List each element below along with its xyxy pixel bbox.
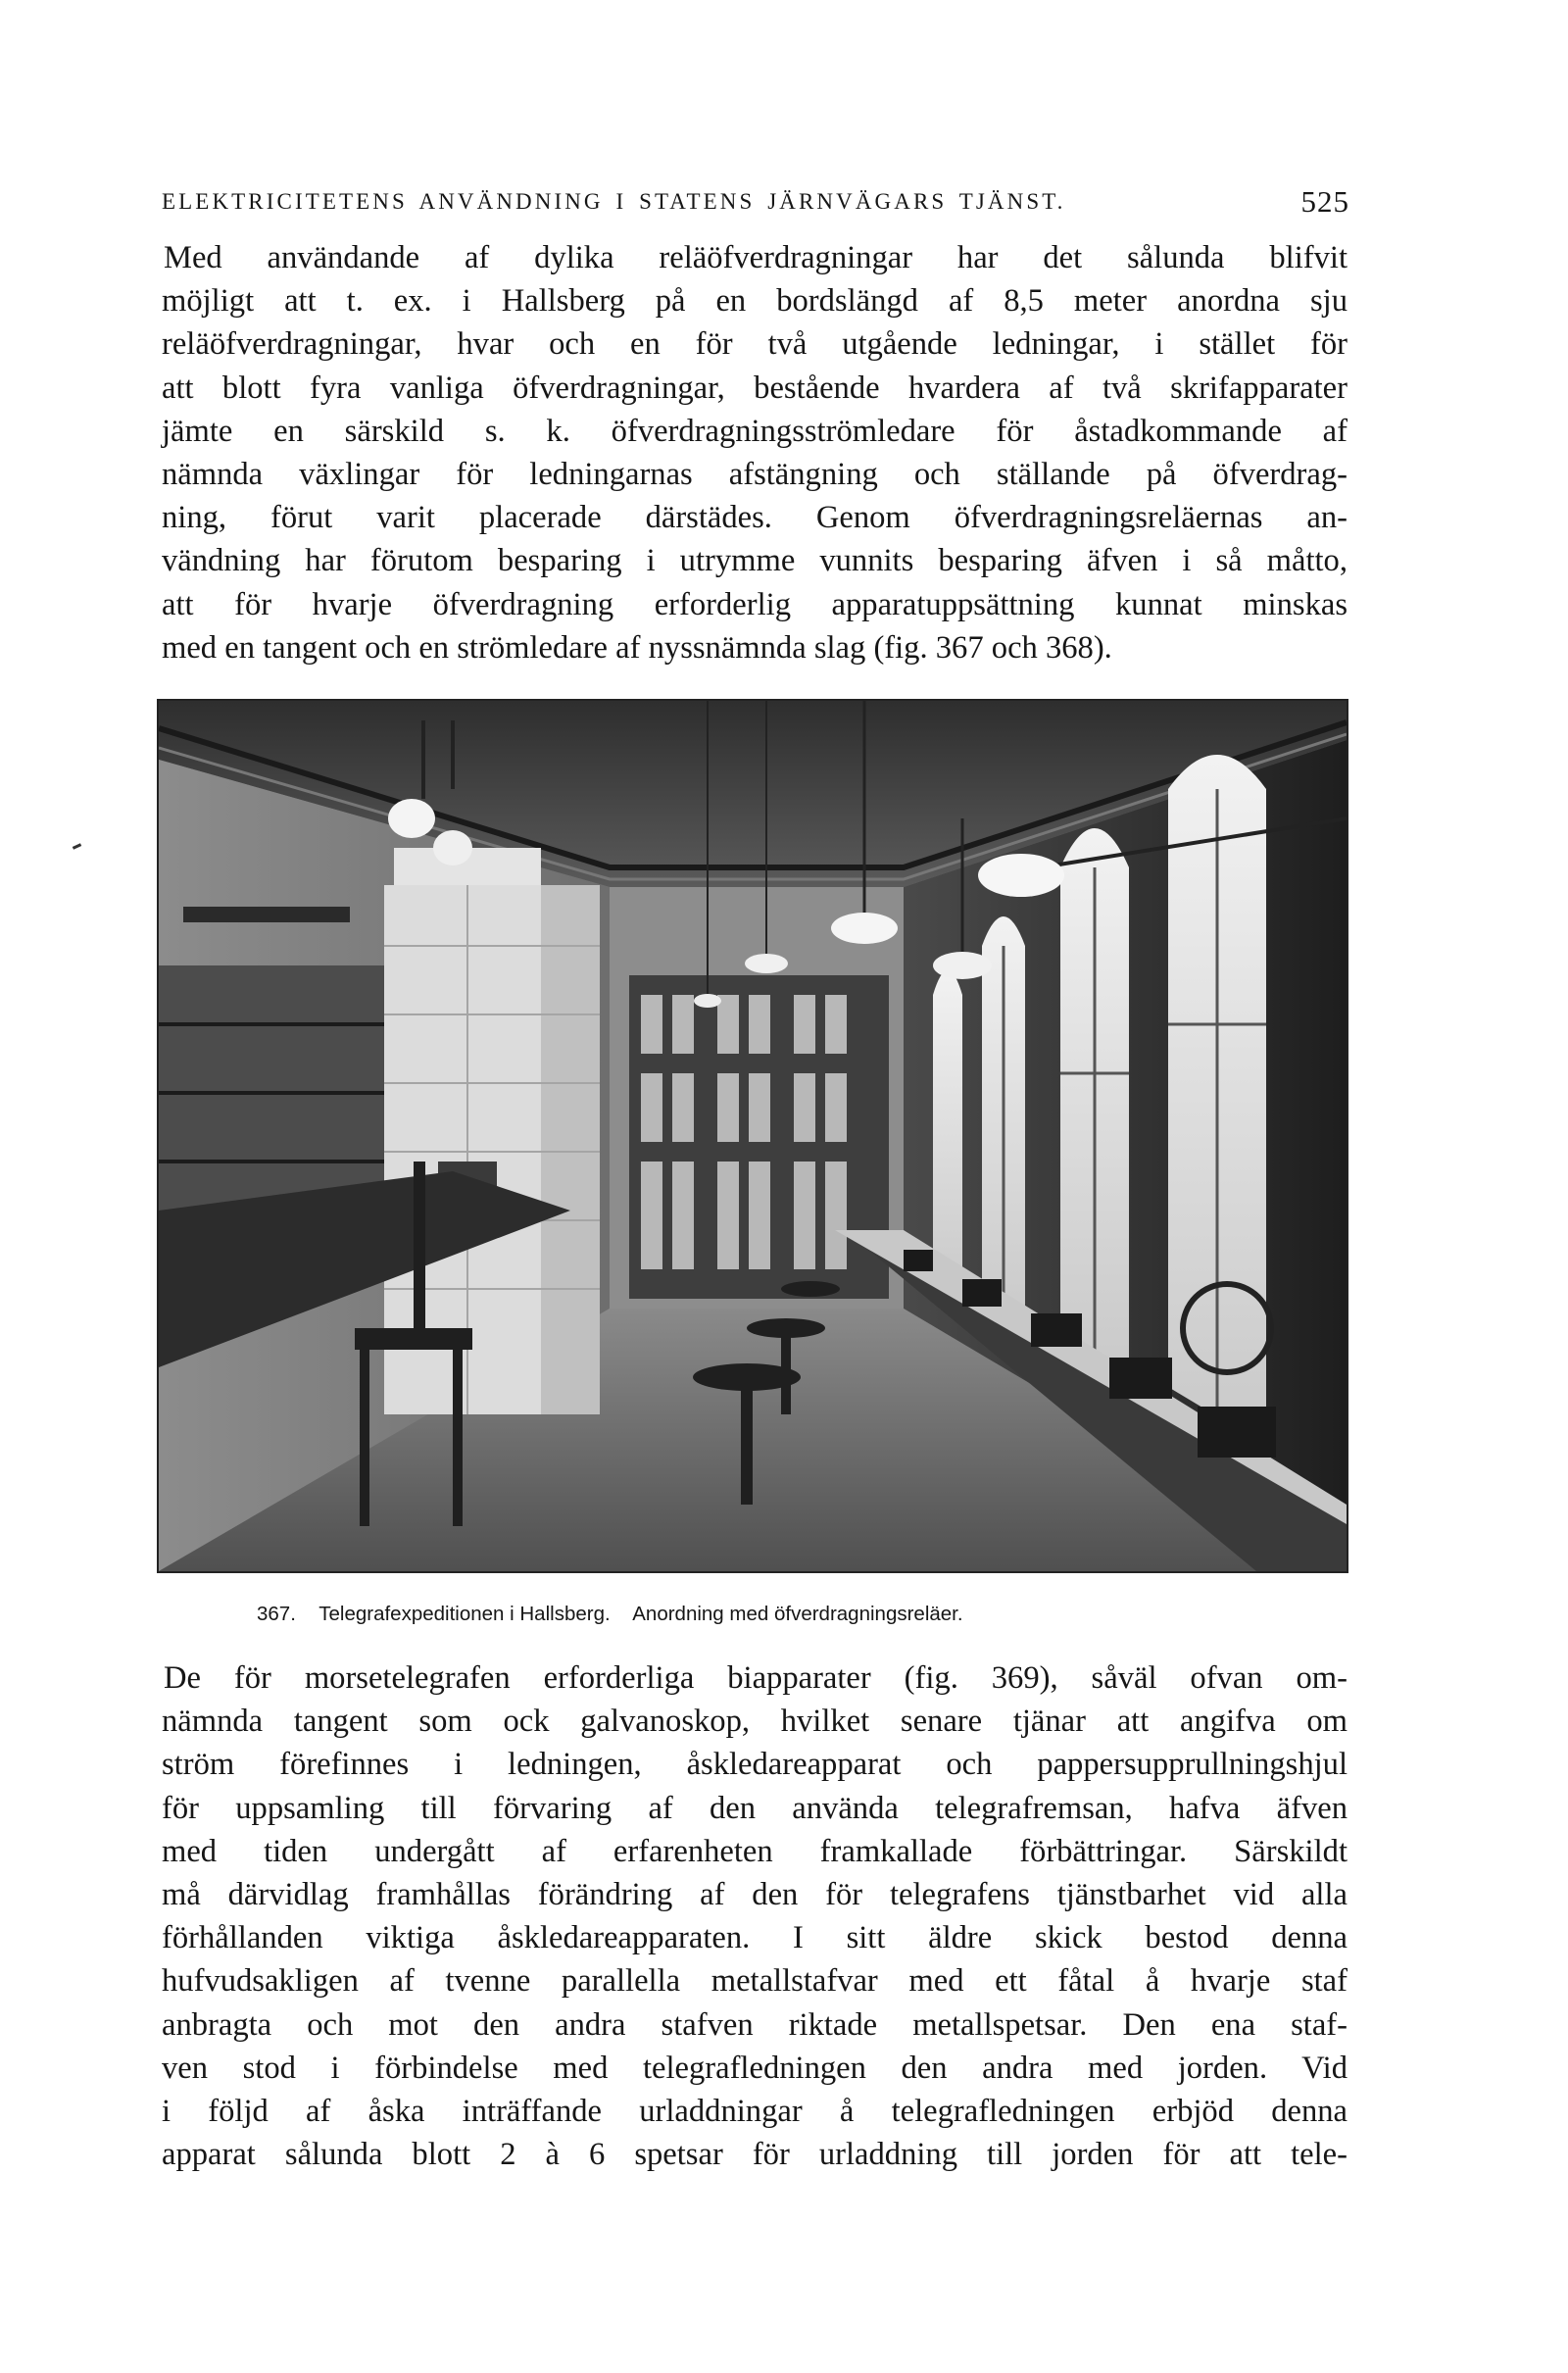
figure-subtitle: Anordning med öfverdragningsreläer.	[632, 1603, 963, 1625]
paragraph-line: i följd af åska inträffande urladdningar å telegrafledningen erbjöd denna	[162, 2093, 1348, 2129]
figure-photograph	[157, 699, 1348, 1573]
page-number: 525	[1300, 184, 1349, 219]
paragraph-line: vändning har förutom besparing i utrymme vunnits besparing äfven i så måtto,	[162, 543, 1348, 579]
paragraph-line: möjligt att t. ex. i Hallsberg på en bordslängd af 8,5 meter anordna sju	[162, 283, 1348, 320]
paragraph-line: nämnda tangent som ock galvanoskop, hvilket senare tjänar att angifva om	[162, 1704, 1348, 1740]
back-cabinets	[629, 975, 889, 1299]
paragraph-line: att för hvarje öfverdragning erforderlig apparatuppsättning kunnat minskas	[162, 586, 1348, 622]
paragraph-line: Med användande af dylika reläöfverdragningar har det sålunda blifvit	[164, 240, 1348, 275]
paragraph-2	[162, 1656, 1348, 2176]
paragraph-line: anbragta och mot den andra stafven riktade metallspetsar. Den ena staf-	[162, 2006, 1348, 2043]
paragraph-line: förhållanden viktiga åskledareapparaten. I sitt äldre skick bestod denna	[162, 1920, 1348, 1956]
paragraph-1	[162, 236, 1348, 669]
paragraph-line: ning, förut varit placerade därstädes. Genom öfverdragningsreläernas an-	[162, 500, 1348, 536]
scan-speck	[73, 843, 81, 850]
paragraph-line: för uppsamling till förvaring af den använda telegrafremsan, hafva äfven	[162, 1790, 1348, 1826]
paragraph-line: må därvidlag framhållas förändring af den för telegrafens tjänstbarhet vid alla	[162, 1876, 1348, 1912]
telegraph-office-photo	[159, 701, 1347, 1571]
running-head	[162, 182, 1349, 222]
paragraph-line: jämte en särskild s. k. öfverdragningsströmledare för åstadkommande af	[162, 413, 1348, 449]
figure-title: Telegrafexpeditionen i Hallsberg.	[318, 1603, 611, 1625]
paragraph-line: apparat sålunda blott 2 à 6 spetsar för urladdning till jorden för att tele-	[162, 2137, 1348, 2173]
paragraph-line: nämnda växlingar för ledningarnas afstängning och ställande på öfverdrag-	[162, 456, 1348, 492]
figure-number: 367.	[257, 1603, 296, 1625]
running-title: ELEKTRICITETENS ANVÄNDNING I STATENS JÄRNVÄGARS TJÄNST.	[162, 189, 1066, 214]
paragraph-line: ven stod i förbindelse med telegrafledningen den andra med jorden. Vid	[162, 2050, 1348, 2086]
figure-caption	[257, 1597, 1237, 1632]
paragraph-line: med tiden undergått af erfarenheten framkallade förbättringar. Särskildt	[162, 1833, 1348, 1869]
paragraph-line: reläöfverdragningar, hvar och en för två utgående ledningar, i stället för	[162, 326, 1348, 363]
paragraph-line: hufvudsakligen af tvenne parallella metallstafvar med ett fåtal å hvarje staf	[162, 1963, 1348, 2000]
paragraph-line: med en tangent och en strömledare af nyssnämnda slag (fig. 367 och 368).	[162, 629, 1112, 666]
paragraph-line: ström förefinnes i ledningen, åskledareapparat och pappersupprullningshjul	[162, 1747, 1348, 1783]
paragraph-line: De för morsetelegrafen erforderliga biapparater (fig. 369), såväl ofvan om-	[164, 1660, 1348, 1696]
paragraph-line: att blott fyra vanliga öfverdragningar, bestående hvardera af två skrifapparater	[162, 370, 1348, 406]
